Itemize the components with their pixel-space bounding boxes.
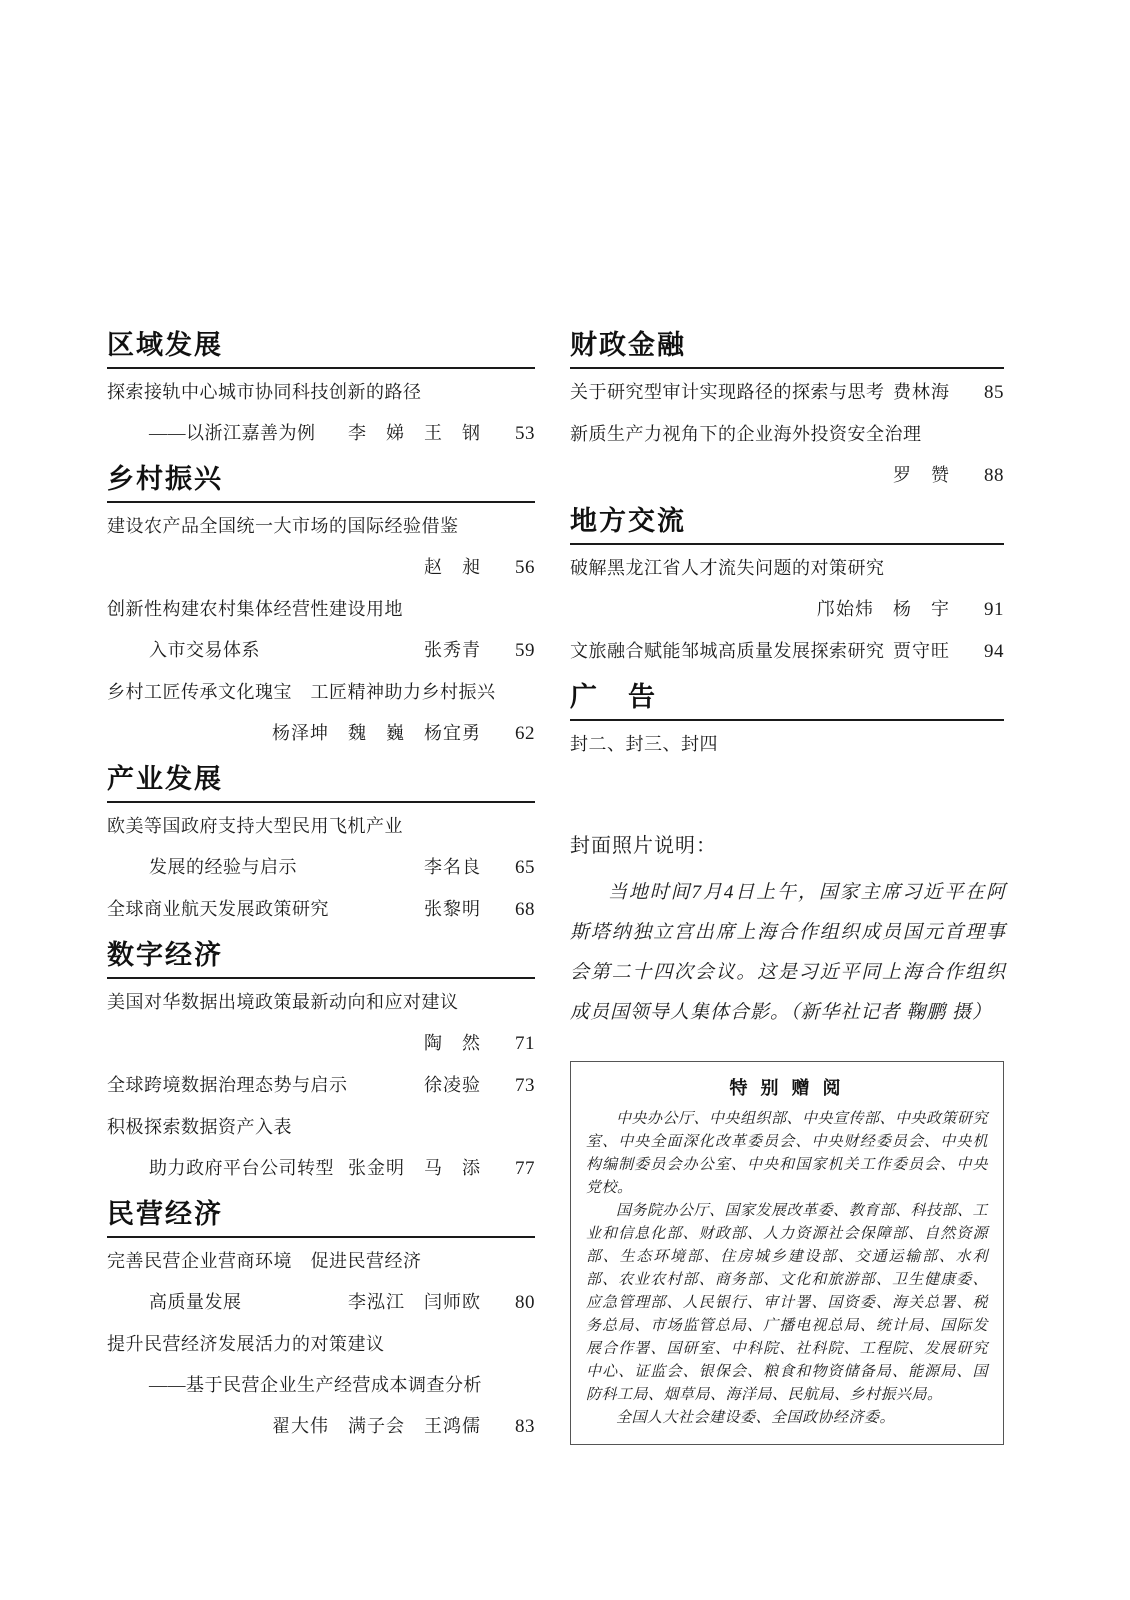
toc-row <box>107 556 535 579</box>
gift-box-paragraph: 全国人大社会建设委、全国政协经济委。 <box>616 1410 896 1426</box>
toc-section <box>107 464 535 745</box>
toc-row <box>107 1116 535 1138</box>
entry-authors: 李泓江 闫师欧 <box>348 1292 481 1312</box>
entry-page: 56 <box>515 557 535 578</box>
entry-page: 71 <box>515 1033 535 1054</box>
toc-row <box>107 1032 535 1055</box>
entry-authors: 杨泽坤 魏 巍 杨宜勇 <box>272 723 481 743</box>
entry-title: 美国对华数据出境政策最新动向和应对建议 <box>107 992 459 1012</box>
entry-title: 文旅融合赋能邹城高质量发展探索研究 <box>570 641 885 661</box>
toc-section <box>107 1199 535 1438</box>
entry-page: 85 <box>984 382 1004 403</box>
toc-row <box>570 464 1004 487</box>
cover-photo-note <box>570 833 1006 1033</box>
entry-page: 80 <box>515 1292 535 1313</box>
section-rows <box>107 991 535 1180</box>
entry-title: 全球跨境数据治理态势与启示 <box>107 1075 348 1095</box>
entry-title: ——基于民营企业生产经营成本调查分析 <box>149 1375 482 1395</box>
toc-section <box>107 940 535 1180</box>
toc-row <box>107 722 535 745</box>
section-title: 财政金融 <box>570 330 1004 369</box>
entry-authors: 翟大伟 满子会 王鸿儒 <box>272 1416 481 1436</box>
entry-title: 全球商业航天发展政策研究 <box>107 899 329 919</box>
toc-row <box>107 1157 535 1180</box>
entry-title: 探索接轨中心城市协同科技创新的路径 <box>107 382 422 402</box>
toc-row <box>107 381 535 403</box>
gift-box-paragraph: 中央办公厅、中央组织部、中央宣传部、中央政策研究室、中央全面深化改革委员会、中央财经委员会、中央机构编制委员会办公室、中央和国家机关工作委员会、中央党校。 <box>586 1111 989 1196</box>
section-title: 数字经济 <box>107 940 535 979</box>
cover-photo-note-heading: 封面照片说明： <box>570 835 717 857</box>
toc-row <box>107 856 535 879</box>
section-title: 民营经济 <box>107 1199 535 1238</box>
toc-row <box>107 515 535 537</box>
section-title: 地方交流 <box>570 506 1004 545</box>
entry-title: 入市交易体系 <box>149 640 260 660</box>
entry-page: 62 <box>515 723 535 744</box>
toc-row <box>107 898 535 921</box>
entry-authors: 李 娣 王 钢 <box>348 423 481 443</box>
section-rows <box>107 515 535 745</box>
entry-authors: 张秀青 <box>424 640 481 660</box>
entry-authors: 贾守旺 <box>893 641 950 661</box>
toc-row <box>570 381 1004 404</box>
entry-page: 91 <box>984 599 1004 620</box>
entry-page: 77 <box>515 1158 535 1179</box>
toc-row <box>107 1374 535 1396</box>
toc-row <box>107 991 535 1013</box>
cover-photo-note-body: 当地时间7月4日上午，国家主席习近平在阿斯塔纳独立宫出席上海合作组织成员国元首理事会第二十四次会议。这是习近平同上海合作组织成员国领导人集体合影。（新华社记者 鞠鹏 摄） <box>570 882 1006 1023</box>
entry-authors: 邝始炜 杨 宇 <box>817 599 950 619</box>
entry-authors: 陶 然 <box>424 1033 481 1053</box>
entry-page: 68 <box>515 899 535 920</box>
gift-box-title: 特 别 赠 阅 <box>729 1078 845 1098</box>
toc-row <box>107 1074 535 1097</box>
entry-title: 发展的经验与启示 <box>149 857 297 877</box>
toc-row <box>107 681 535 703</box>
entry-page: 53 <box>515 423 535 444</box>
section-rows <box>570 381 1004 487</box>
entry-authors: 张金明 马 添 <box>348 1158 481 1178</box>
entry-title: 新质生产力视角下的企业海外投资安全治理 <box>570 424 922 444</box>
entry-title: 封二、封三、封四 <box>570 734 718 754</box>
toc-row <box>570 733 1004 755</box>
entry-page: 83 <box>515 1416 535 1437</box>
entry-authors: 李名良 <box>424 857 481 877</box>
toc-left-column <box>107 330 535 1457</box>
section-rows <box>107 1250 535 1438</box>
entry-title: 助力政府平台公司转型 <box>149 1158 334 1178</box>
toc-right-column <box>570 330 1004 1445</box>
toc-row <box>107 598 535 620</box>
toc-row <box>570 640 1004 663</box>
toc-row <box>570 598 1004 621</box>
toc-section <box>570 682 1004 755</box>
toc-row <box>570 423 1004 445</box>
toc-section <box>570 330 1004 487</box>
section-title: 区域发展 <box>107 330 535 369</box>
entry-authors: 赵 昶 <box>424 557 481 577</box>
toc-row <box>107 639 535 662</box>
entry-title: 建设农产品全国统一大市场的国际经验借鉴 <box>107 516 459 536</box>
toc-section <box>107 764 535 921</box>
entry-title: 积极探索数据资产入表 <box>107 1117 292 1137</box>
entry-page: 59 <box>515 640 535 661</box>
entry-title: 关于研究型审计实现路径的探索与思考 <box>570 382 885 402</box>
toc-row <box>107 1250 535 1272</box>
entry-authors: 徐凌验 <box>424 1075 481 1095</box>
entry-title: 乡村工匠传承文化瑰宝 工匠精神助力乡村振兴 <box>107 682 496 702</box>
entry-title: 提升民营经济发展活力的对策建议 <box>107 1334 385 1354</box>
entry-authors: 费林海 <box>893 382 950 402</box>
section-rows <box>570 733 1004 755</box>
section-rows <box>107 815 535 921</box>
entry-authors: 罗 赞 <box>893 465 950 485</box>
toc-right-sections <box>570 330 1004 755</box>
section-title: 乡村振兴 <box>107 464 535 503</box>
toc-row <box>107 1415 535 1438</box>
section-title: 广 告 <box>570 682 1004 721</box>
entry-title: 创新性构建农村集体经营性建设用地 <box>107 599 403 619</box>
toc-row <box>107 1333 535 1355</box>
entry-title: 破解黑龙江省人才流失问题的对策研究 <box>570 558 885 578</box>
toc-section <box>107 330 535 445</box>
entry-title: 高质量发展 <box>149 1292 242 1312</box>
section-rows <box>107 381 535 445</box>
entry-title: 欧美等国政府支持大型民用飞机产业 <box>107 816 403 836</box>
entry-title: 完善民营企业营商环境 促进民营经济 <box>107 1251 422 1271</box>
entry-page: 94 <box>984 641 1004 662</box>
entry-title: ——以浙江嘉善为例 <box>149 423 316 443</box>
toc-row <box>107 815 535 837</box>
toc-row <box>107 422 535 445</box>
entry-authors: 张黎明 <box>424 899 481 919</box>
special-gift-box <box>570 1061 1004 1445</box>
gift-box-paragraph: 国务院办公厅、国家发展改革委、教育部、科技部、工业和信息化部、财政部、人力资源社会保障部、自然资源部、生态环境部、住房城乡建设部、交通运输部、水利部、农业农村部、商务部、文化和旅游部、卫生健康委、应急管理部、人民银行、审计署、国资委、海关总署、税务总局、市场监管总局、广播电视总局、统计局、国际发展合作署、国研室、中科院、社科院、工程院、发展研究中心、证监会、银保会、粮食和物资储备局、能源局、国防科工局、烟草局、海洋局、民航局、乡村振兴局。 <box>586 1203 989 1403</box>
entry-page: 73 <box>515 1075 535 1096</box>
toc-row <box>107 1291 535 1314</box>
section-rows <box>570 557 1004 663</box>
toc-section <box>570 506 1004 663</box>
section-title: 产业发展 <box>107 764 535 803</box>
entry-page: 88 <box>984 465 1004 486</box>
toc-row <box>570 557 1004 579</box>
entry-page: 65 <box>515 857 535 878</box>
